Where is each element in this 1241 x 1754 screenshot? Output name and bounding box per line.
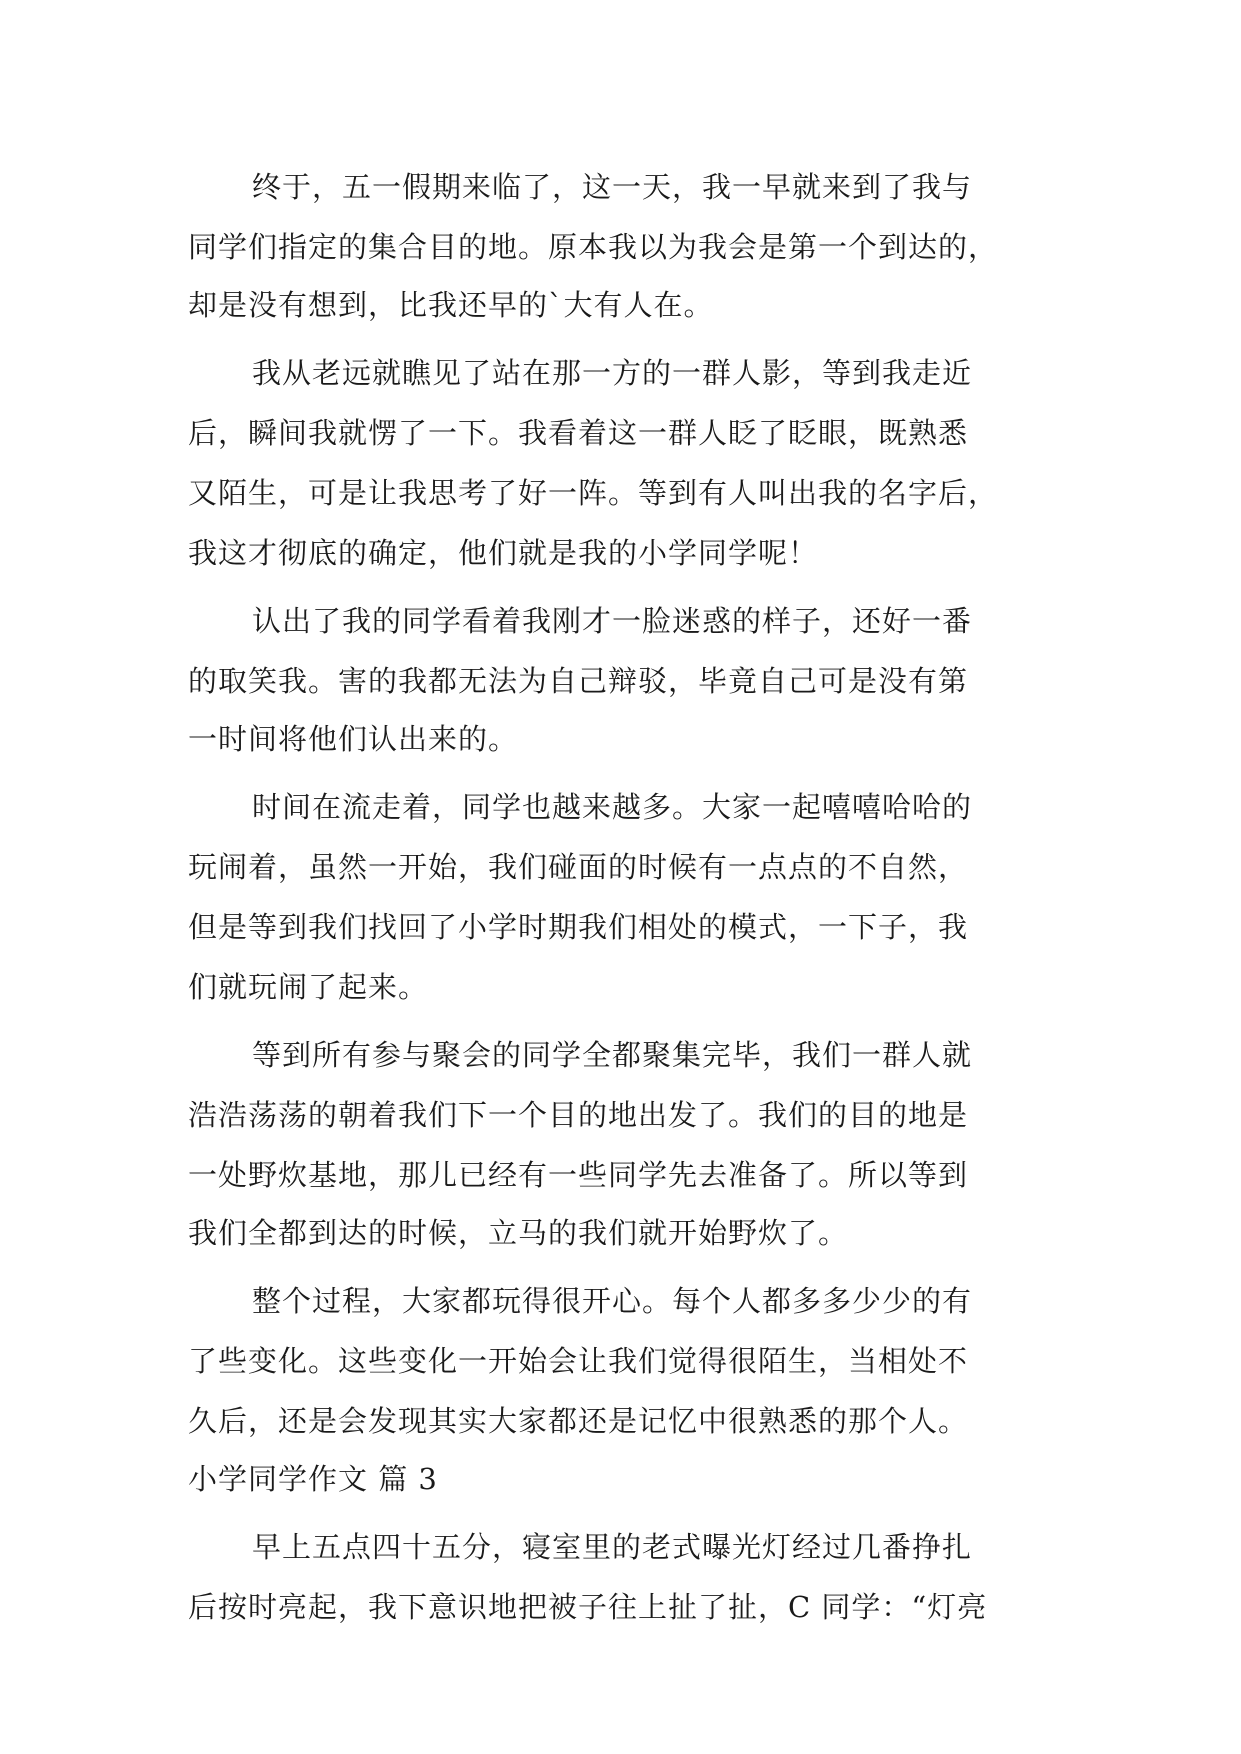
section-heading: 小学同学作文 篇 3	[188, 1462, 438, 1496]
text-line: 的取笑我。害的我都无法为自己辩驳，毕竟自己可是没有第	[188, 664, 969, 698]
text-line: 我这才彻底的确定，他们就是我的小学同学呢！	[188, 536, 819, 570]
text-line: 浩浩荡荡的朝着我们下一个目的地出发了。我们的目的地是	[188, 1098, 969, 1132]
text-line: 了些变化。这些变化一开始会让我们觉得很陌生，当相处不	[188, 1344, 969, 1378]
text-line: 终于，五一假期来临了，这一天，我一早就来到了我与	[252, 170, 973, 204]
text-line: 们就玩闹了起来。	[188, 970, 429, 1004]
text-line: 我从老远就瞧见了站在那一方的一群人影，等到我走近	[252, 356, 973, 390]
text-line: 却是没有想到，比我还早的`大有人在。	[188, 288, 714, 322]
text-line: 但是等到我们找回了小学时期我们相处的模式，一下子，我	[188, 910, 969, 944]
text-line: 早上五点四十五分，寝室里的老式曝光灯经过几番挣扎	[252, 1530, 973, 1564]
text-line: 后按时亮起，我下意识地把被子往上扯了扯，C 同学：“灯亮	[188, 1590, 988, 1624]
text-line: 整个过程，大家都玩得很开心。每个人都多多少少的有	[252, 1284, 973, 1318]
text-line: 久后，还是会发现其实大家都还是记忆中很熟悉的那个人。	[188, 1404, 969, 1438]
text-line: 认出了我的同学看着我刚才一脸迷惑的样子，还好一番	[252, 604, 973, 638]
text-line: 时间在流走着，同学也越来越多。大家一起嘻嘻哈哈的	[252, 790, 973, 824]
text-line: 我们全都到达的时候，立马的我们就开始野炊了。	[188, 1216, 849, 1250]
text-line: 一处野炊基地，那儿已经有一些同学先去准备了。所以等到	[188, 1158, 969, 1192]
text-line: 一时间将他们认出来的。	[188, 722, 519, 756]
text-line: 等到所有参与聚会的同学全都聚集完毕，我们一群人就	[252, 1038, 973, 1072]
text-line: 玩闹着，虽然一开始，我们碰面的时候有一点点的不自然，	[188, 850, 969, 884]
text-line: 又陌生，可是让我思考了好一阵。等到有人叫出我的名字后，	[188, 476, 999, 510]
text-line: 后，瞬间我就愣了一下。我看着这一群人眨了眨眼，既熟悉	[188, 416, 969, 450]
text-line: 同学们指定的集合目的地。原本我以为我会是第一个到达的，	[188, 230, 999, 264]
